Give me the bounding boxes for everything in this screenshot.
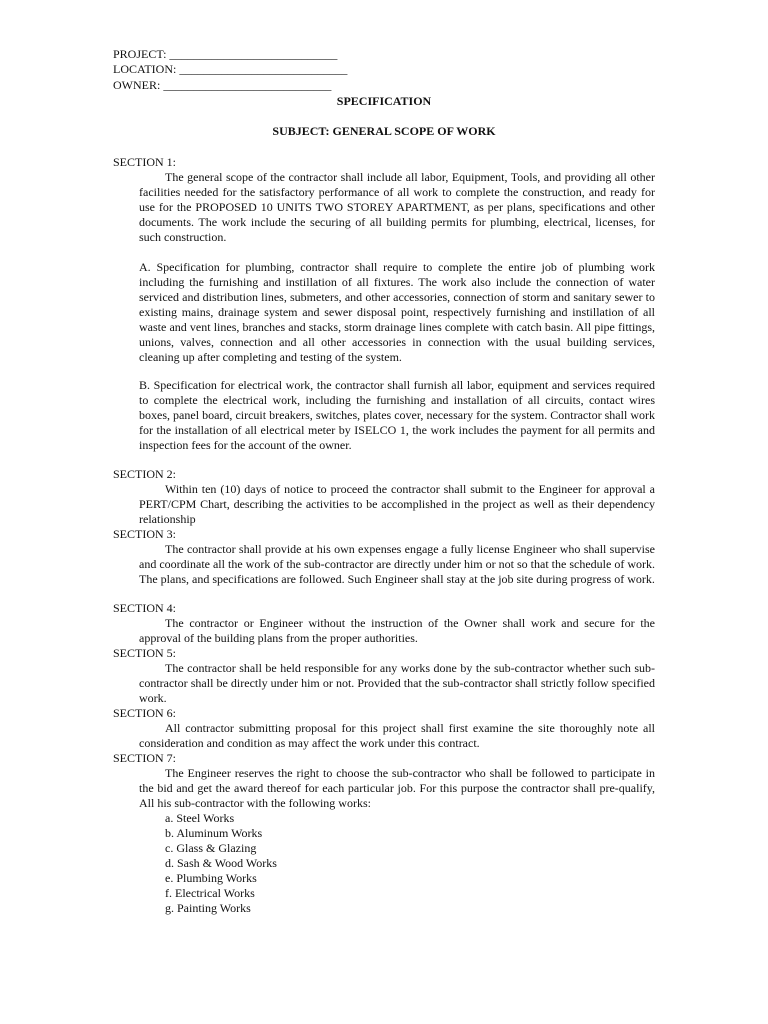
location-line: LOCATION: ____________________________ [113,62,348,76]
section-4-body: The contractor or Engineer without the instruction of the Owner shall work and secure for the approval of the building plans from the proper authorities. [139,616,655,645]
subject-heading: SUBJECT: GENERAL SCOPE OF WORK [272,124,496,138]
section-1-text [139,170,655,245]
section-3-text [139,542,655,587]
section-3-label: SECTION 3: [113,527,176,541]
section-6-label: SECTION 6: [113,706,176,720]
section-7-text [139,766,655,811]
section-7-body: The Engineer reserves the right to choose the sub-contractor who shall be followed to participate in the bid and get the award thereof for each particular job. For this purpose the contractor shall pre-qualify, All his sub-contractor with the following works: [139,766,655,810]
list-item: g. Painting Works [165,901,251,915]
list-item: b. Aluminum Works [165,826,263,840]
list-item: a. Steel Works [165,811,235,825]
section-3-body: The contractor shall provide at his own expenses engage a fully license Engineer who shall supervise and coordinate all the work of the sub-contractor are directly under him or not so that the schedule of work. The plans, and specifications are followed. Such Engineer shall stay at the job site during progress of work. [139,542,655,586]
section-2-label: SECTION 2: [113,467,176,481]
section-5-text [139,661,655,706]
section-1-body: The general scope of the contractor shall include all labor, Equipment, Tools, and providing all other facilities needed for the satisfactory performance of all work to complete the construction, and ready for use for the PROPOSED 10 UNITS TWO STOREY APARTMENT, as per plans, specifications and other documents. The work include the securing of all building permits for plumbing, electrical, licenses, for such construction. [139,170,655,244]
list-item: c. Glass & Glazing [165,841,257,855]
section-5-body: The contractor shall be held responsible for any works done by the sub-contractor whether such sub-contractor shall be directly under him or not. Provided that the sub-contractor shall strictly follow specified work. [139,661,655,705]
section-1-item-b: B. Specification for electrical work, the contractor shall furnish all labor, equipment and services required to complete the electrical work, including the furnishing and installation of all circuits, contact wires boxes, panel board, circuit breakers, switches, plates cover, necessary for the system. Contractor shall work for the installation of all electrical meter by ISELCO 1, the work includes the payment for all permits and inspection fees for the account of the owner. [139,378,655,452]
project-line: PROJECT: ____________________________ [113,47,338,61]
section-2-body: Within ten (10) days of notice to proceed the contractor shall submit to the Engineer for approval a PERT/CPM Chart, describing the activities to be accomplished in the project as well as their dependency relationship [139,482,655,526]
owner-line: OWNER: ____________________________ [113,78,332,92]
section-5-label: SECTION 5: [113,646,176,660]
section-1-label: SECTION 1: [113,155,176,169]
section-7-list [165,811,277,916]
list-item: f. Electrical Works [165,886,255,900]
section-1-item-a: A. Specification for plumbing, contractor shall require to complete the entire job of plumbing work including the furnishing and instillation of all fixtures. The work also include the connection of water serviced and distribution lines, submeters, and other accessories, connection of storm and sanitary sewer to existing mains, drainage system and sewer disposal point, respectively furnishing and instillation of all waste and vent lines, branches and stacks, storm drainage lines complete with catch basin. All pipe fittings, unions, valves, connection and all other accessories in connection with the usual building services, cleaning up after completing and testing of the system. [139,260,655,364]
section-4-label: SECTION 4: [113,601,176,615]
section-4-text [139,616,655,646]
section-7-label: SECTION 7: [113,751,176,765]
document-title: SPECIFICATION [336,94,432,108]
list-item: d. Sash & Wood Works [165,856,277,870]
section-6-body: All contractor submitting proposal for this project shall first examine the site thoroughly note all consideration and condition as may affect the work under this contract. [139,721,655,750]
section-6-text [139,721,655,751]
section-2-text [139,482,655,527]
list-item: e. Plumbing Works [165,871,257,885]
